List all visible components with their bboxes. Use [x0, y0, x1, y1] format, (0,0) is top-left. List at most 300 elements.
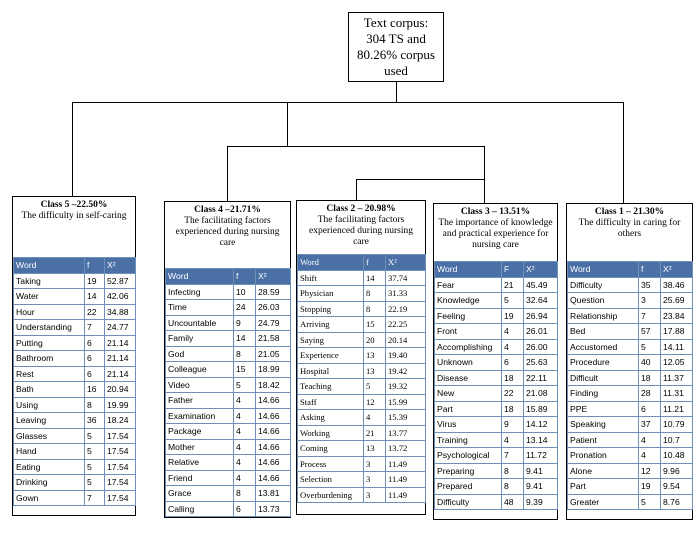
- table-row: [166, 284, 291, 300]
- word-cell: Coming: [298, 441, 364, 457]
- chi-square-cell: 9.41: [524, 463, 558, 479]
- word-cell: Grace: [166, 486, 234, 502]
- connector-inner-bar: [356, 179, 484, 180]
- table-row: [166, 346, 291, 362]
- word-cell: Working: [298, 425, 364, 441]
- chi-square-cell: 20.14: [386, 332, 426, 348]
- frequency-cell: 4: [364, 410, 386, 426]
- table-row: [298, 317, 426, 333]
- frequency-cell: 7: [85, 320, 105, 336]
- chi-square-cell: 26.01: [524, 324, 558, 340]
- column-header: Word: [568, 262, 639, 278]
- frequency-cell: 16: [85, 382, 105, 398]
- word-cell: Unknown: [435, 355, 502, 371]
- connector-inner-drop: [484, 146, 485, 179]
- table-row: [298, 270, 426, 286]
- word-cell: Preparing: [435, 463, 502, 479]
- class-title: Class 5 –22.50%: [40, 200, 108, 210]
- word-cell: Process: [298, 456, 364, 472]
- word-cell: Mother: [166, 439, 234, 455]
- frequency-cell: 6: [234, 501, 256, 517]
- word-cell: New: [435, 386, 502, 402]
- word-cell: Time: [166, 300, 234, 316]
- frequency-cell: 8: [234, 486, 256, 502]
- word-cell: Package: [166, 424, 234, 440]
- frequency-cell: 8: [234, 346, 256, 362]
- table-row: [435, 339, 558, 355]
- frequency-cell: 6: [85, 351, 105, 367]
- column-header: X²: [661, 262, 693, 278]
- word-cell: Infecting: [166, 284, 234, 300]
- word-cell: Virus: [435, 417, 502, 433]
- frequency-cell: 40: [639, 355, 661, 371]
- class-box-1: [566, 203, 693, 520]
- table-row: [166, 501, 291, 517]
- word-table: [165, 268, 291, 517]
- column-header: f: [639, 262, 661, 278]
- frequency-cell: 5: [639, 339, 661, 355]
- table-header-row: [298, 255, 426, 271]
- table-row: [568, 401, 693, 417]
- column-header: Word: [14, 258, 85, 274]
- frequency-cell: 19: [639, 479, 661, 495]
- class-header: [297, 201, 425, 248]
- frequency-cell: 3: [364, 487, 386, 503]
- chi-square-cell: 31.33: [386, 286, 426, 302]
- frequency-cell: 5: [85, 459, 105, 475]
- connector-class5-drop: [72, 102, 73, 196]
- class-header: [13, 197, 135, 222]
- chi-square-cell: 14.11: [661, 339, 693, 355]
- word-cell: Accustomed: [568, 339, 639, 355]
- table-row: [435, 324, 558, 340]
- chi-square-cell: 17.88: [661, 324, 693, 340]
- table-row: [166, 315, 291, 331]
- chi-square-cell: 21.58: [256, 331, 291, 347]
- table-row: [435, 401, 558, 417]
- table-row: [435, 417, 558, 433]
- class-title: Class 4 –21.71%: [194, 205, 261, 215]
- word-cell: Relative: [166, 455, 234, 471]
- word-cell: Knowledge: [435, 293, 502, 309]
- word-cell: Uncountable: [166, 315, 234, 331]
- table-row: [166, 393, 291, 409]
- class-title: Class 3 – 13.51%: [460, 207, 531, 217]
- table-row: [14, 428, 136, 444]
- table-row: [298, 363, 426, 379]
- chi-square-cell: 21.08: [524, 386, 558, 402]
- frequency-cell: 9: [234, 315, 256, 331]
- word-cell: Hour: [14, 304, 85, 320]
- frequency-cell: 4: [502, 324, 524, 340]
- chi-square-cell: 18.99: [256, 362, 291, 378]
- word-table: [297, 254, 426, 503]
- chi-square-cell: 45.49: [524, 277, 558, 293]
- column-header: X²: [256, 269, 291, 285]
- frequency-cell: 19: [502, 308, 524, 324]
- chi-square-cell: 13.81: [256, 486, 291, 502]
- class-subtitle: The difficulty in self-caring: [21, 211, 127, 221]
- chi-square-cell: 9.96: [661, 463, 693, 479]
- table-row: [435, 463, 558, 479]
- chi-square-cell: 20.94: [105, 382, 136, 398]
- frequency-cell: 8: [502, 463, 524, 479]
- chi-square-cell: 14.66: [256, 408, 291, 424]
- word-cell: Teaching: [298, 379, 364, 395]
- frequency-cell: 48: [502, 494, 524, 510]
- table-row: [298, 332, 426, 348]
- table-row: [14, 413, 136, 429]
- word-cell: Bath: [14, 382, 85, 398]
- chi-square-cell: 10.7: [661, 432, 693, 448]
- frequency-cell: 13: [364, 363, 386, 379]
- table-row: [298, 394, 426, 410]
- frequency-cell: 4: [639, 432, 661, 448]
- class-box-5: [12, 196, 136, 516]
- frequency-cell: 19: [85, 273, 105, 289]
- table-row: [298, 472, 426, 488]
- root-node: [348, 12, 444, 82]
- frequency-cell: 7: [502, 448, 524, 464]
- table-row: [568, 479, 693, 495]
- chi-square-cell: 14.66: [256, 455, 291, 471]
- word-cell: Hand: [14, 444, 85, 460]
- chi-square-cell: 26.94: [524, 308, 558, 324]
- chi-square-cell: 14.66: [256, 439, 291, 455]
- table-header-row: [166, 269, 291, 285]
- table-row: [14, 444, 136, 460]
- chi-square-cell: 10.79: [661, 417, 693, 433]
- table-row: [298, 301, 426, 317]
- frequency-cell: 15: [364, 317, 386, 333]
- frequency-cell: 4: [234, 439, 256, 455]
- frequency-cell: 4: [234, 470, 256, 486]
- chi-square-cell: 11.49: [386, 456, 426, 472]
- frequency-cell: 13: [364, 348, 386, 364]
- chi-square-cell: 21.14: [105, 366, 136, 382]
- class-subtitle: The importance of knowledge and practical experience for nursing care: [438, 218, 553, 250]
- table-row: [14, 382, 136, 398]
- class-subtitle: The facilitating factors experienced during nursing care: [309, 215, 413, 247]
- frequency-cell: 4: [234, 393, 256, 409]
- frequency-cell: 5: [85, 475, 105, 491]
- word-table: [13, 257, 136, 506]
- class-header: [434, 204, 557, 251]
- chi-square-cell: 12.05: [661, 355, 693, 371]
- word-cell: PPE: [568, 401, 639, 417]
- word-cell: Understanding: [14, 320, 85, 336]
- table-row: [166, 455, 291, 471]
- word-table: [434, 261, 558, 510]
- connector-root-down: [396, 82, 397, 102]
- table-row: [14, 366, 136, 382]
- word-cell: Colleague: [166, 362, 234, 378]
- word-cell: Putting: [14, 335, 85, 351]
- table-row: [298, 425, 426, 441]
- word-cell: Gown: [14, 490, 85, 506]
- table-row: [166, 377, 291, 393]
- table-row: [298, 286, 426, 302]
- frequency-cell: 28: [639, 386, 661, 402]
- table-row: [435, 308, 558, 324]
- frequency-cell: 21: [364, 425, 386, 441]
- table-row: [14, 304, 136, 320]
- table-row: [14, 475, 136, 491]
- frequency-cell: 36: [85, 413, 105, 429]
- class-box-4: [164, 201, 291, 518]
- word-cell: Father: [166, 393, 234, 409]
- chi-square-cell: 28.59: [256, 284, 291, 300]
- word-cell: Shift: [298, 270, 364, 286]
- frequency-cell: 4: [234, 408, 256, 424]
- word-cell: Stopping: [298, 301, 364, 317]
- column-header: Word: [298, 255, 364, 271]
- chi-square-cell: 24.79: [256, 315, 291, 331]
- table-row: [166, 424, 291, 440]
- word-cell: Rest: [14, 366, 85, 382]
- table-row: [568, 308, 693, 324]
- frequency-cell: 12: [364, 394, 386, 410]
- table-row: [568, 339, 693, 355]
- word-cell: Examination: [166, 408, 234, 424]
- word-cell: Procedure: [568, 355, 639, 371]
- word-cell: Video: [166, 377, 234, 393]
- table-row: [166, 300, 291, 316]
- table-row: [14, 273, 136, 289]
- connector-mid-bar: [227, 146, 484, 147]
- word-cell: Staff: [298, 394, 364, 410]
- column-header: f: [85, 258, 105, 274]
- chi-square-cell: 9.39: [524, 494, 558, 510]
- chi-square-cell: 26.03: [256, 300, 291, 316]
- class-box-3: [433, 203, 558, 520]
- word-cell: Difficulty: [568, 277, 639, 293]
- table-row: [568, 324, 693, 340]
- column-header: f: [234, 269, 256, 285]
- word-cell: Difficulty: [435, 494, 502, 510]
- chi-square-cell: 22.25: [386, 317, 426, 333]
- chi-square-cell: 42.06: [105, 289, 136, 305]
- chi-square-cell: 13.14: [524, 432, 558, 448]
- word-cell: Water: [14, 289, 85, 305]
- frequency-cell: 35: [639, 277, 661, 293]
- chi-square-cell: 21.14: [105, 335, 136, 351]
- connector-class3-drop: [484, 179, 485, 203]
- word-cell: Glasses: [14, 428, 85, 444]
- word-cell: Prepared: [435, 479, 502, 495]
- word-cell: Calling: [166, 501, 234, 517]
- frequency-cell: 20: [364, 332, 386, 348]
- table-row: [435, 494, 558, 510]
- frequency-cell: 3: [364, 472, 386, 488]
- frequency-cell: 14: [234, 331, 256, 347]
- table-row: [298, 456, 426, 472]
- chi-square-cell: 17.54: [105, 428, 136, 444]
- chi-square-cell: 17.54: [105, 459, 136, 475]
- table-row: [568, 386, 693, 402]
- table-row: [435, 355, 558, 371]
- table-row: [435, 386, 558, 402]
- word-cell: Physician: [298, 286, 364, 302]
- frequency-cell: 18: [502, 401, 524, 417]
- chi-square-cell: 11.49: [386, 472, 426, 488]
- word-cell: Alone: [568, 463, 639, 479]
- column-header: F: [502, 262, 524, 278]
- connector-mid-drop: [287, 102, 288, 146]
- chi-square-cell: 34.88: [105, 304, 136, 320]
- chi-square-cell: 37.74: [386, 270, 426, 286]
- frequency-cell: 5: [85, 428, 105, 444]
- chi-square-cell: 9.41: [524, 479, 558, 495]
- frequency-cell: 7: [85, 490, 105, 506]
- table-row: [435, 370, 558, 386]
- word-cell: Selection: [298, 472, 364, 488]
- table-row: [435, 277, 558, 293]
- table-row: [568, 293, 693, 309]
- chi-square-cell: 11.31: [661, 386, 693, 402]
- table-row: [568, 355, 693, 371]
- table-row: [568, 494, 693, 510]
- word-cell: Hospital: [298, 363, 364, 379]
- table-row: [298, 410, 426, 426]
- table-header-row: [435, 262, 558, 278]
- word-cell: Feeling: [435, 308, 502, 324]
- root-label: Text corpus: 304 TS and 80.26% corpus used: [357, 15, 435, 78]
- frequency-cell: 4: [639, 448, 661, 464]
- chi-square-cell: 22.11: [524, 370, 558, 386]
- chi-square-cell: 14.66: [256, 393, 291, 409]
- frequency-cell: 22: [502, 386, 524, 402]
- chi-square-cell: 13.72: [386, 441, 426, 457]
- chi-square-cell: 14.66: [256, 424, 291, 440]
- word-cell: Pronation: [568, 448, 639, 464]
- column-header: Word: [166, 269, 234, 285]
- connector-class2-drop: [356, 179, 357, 200]
- word-cell: God: [166, 346, 234, 362]
- chi-square-cell: 11.37: [661, 370, 693, 386]
- frequency-cell: 3: [639, 293, 661, 309]
- table-row: [298, 487, 426, 503]
- frequency-cell: 8: [502, 479, 524, 495]
- chi-square-cell: 14.12: [524, 417, 558, 433]
- frequency-cell: 13: [364, 441, 386, 457]
- class-header: [567, 204, 692, 240]
- table-row: [14, 335, 136, 351]
- chi-square-cell: 19.99: [105, 397, 136, 413]
- word-cell: Taking: [14, 273, 85, 289]
- frequency-cell: 6: [85, 335, 105, 351]
- frequency-cell: 6: [502, 355, 524, 371]
- chi-square-cell: 19.42: [386, 363, 426, 379]
- chi-square-cell: 25.69: [661, 293, 693, 309]
- table-row: [166, 331, 291, 347]
- chi-square-cell: 26.00: [524, 339, 558, 355]
- table-row: [568, 448, 693, 464]
- frequency-cell: 8: [364, 286, 386, 302]
- word-cell: Front: [435, 324, 502, 340]
- chi-square-cell: 14.66: [256, 470, 291, 486]
- connector-right-drop: [623, 102, 624, 203]
- table-row: [166, 439, 291, 455]
- frequency-cell: 57: [639, 324, 661, 340]
- word-table: [567, 261, 693, 510]
- frequency-cell: 5: [234, 377, 256, 393]
- table-row: [14, 397, 136, 413]
- chi-square-cell: 21.05: [256, 346, 291, 362]
- word-cell: Training: [435, 432, 502, 448]
- class-subtitle: The difficulty in caring for others: [578, 218, 681, 239]
- chi-square-cell: 10.48: [661, 448, 693, 464]
- chi-square-cell: 15.89: [524, 401, 558, 417]
- word-cell: Accomplishing: [435, 339, 502, 355]
- chi-square-cell: 38.46: [661, 277, 693, 293]
- chi-square-cell: 11.21: [661, 401, 693, 417]
- chi-square-cell: 19.32: [386, 379, 426, 395]
- class-title: Class 1 – 21.30%: [594, 207, 665, 217]
- table-row: [14, 289, 136, 305]
- chi-square-cell: 18.42: [256, 377, 291, 393]
- word-cell: Leaving: [14, 413, 85, 429]
- word-cell: Eating: [14, 459, 85, 475]
- table-header-row: [568, 262, 693, 278]
- chi-square-cell: 18.24: [105, 413, 136, 429]
- frequency-cell: 5: [85, 444, 105, 460]
- chi-square-cell: 8.76: [661, 494, 693, 510]
- chi-square-cell: 32.64: [524, 293, 558, 309]
- chi-square-cell: 19.40: [386, 348, 426, 364]
- word-cell: Family: [166, 331, 234, 347]
- frequency-cell: 6: [639, 401, 661, 417]
- chi-square-cell: 25.63: [524, 355, 558, 371]
- word-cell: Question: [568, 293, 639, 309]
- table-row: [298, 441, 426, 457]
- connector-class4-drop: [227, 146, 228, 201]
- word-cell: Overburdening: [298, 487, 364, 503]
- frequency-cell: 6: [85, 366, 105, 382]
- frequency-cell: 8: [364, 301, 386, 317]
- word-cell: Difficult: [568, 370, 639, 386]
- table-row: [435, 432, 558, 448]
- word-cell: Disease: [435, 370, 502, 386]
- table-row: [568, 417, 693, 433]
- column-header: X²: [105, 258, 136, 274]
- chi-square-cell: 17.54: [105, 475, 136, 491]
- column-header: f: [364, 255, 386, 271]
- frequency-cell: 24: [234, 300, 256, 316]
- frequency-cell: 9: [502, 417, 524, 433]
- frequency-cell: 10: [234, 284, 256, 300]
- frequency-cell: 15: [234, 362, 256, 378]
- column-header: Word: [435, 262, 502, 278]
- frequency-cell: 37: [639, 417, 661, 433]
- word-cell: Speaking: [568, 417, 639, 433]
- word-cell: Patient: [568, 432, 639, 448]
- frequency-cell: 18: [639, 370, 661, 386]
- table-row: [568, 463, 693, 479]
- word-cell: Relationship: [568, 308, 639, 324]
- word-cell: Greater: [568, 494, 639, 510]
- frequency-cell: 8: [85, 397, 105, 413]
- frequency-cell: 4: [234, 424, 256, 440]
- class-header: [165, 202, 290, 249]
- table-row: [568, 370, 693, 386]
- column-header: X²: [524, 262, 558, 278]
- column-header: X²: [386, 255, 426, 271]
- frequency-cell: 4: [234, 455, 256, 471]
- word-cell: Asking: [298, 410, 364, 426]
- table-row: [166, 470, 291, 486]
- class-subtitle: The facilitating factors experienced during nursing care: [175, 216, 280, 248]
